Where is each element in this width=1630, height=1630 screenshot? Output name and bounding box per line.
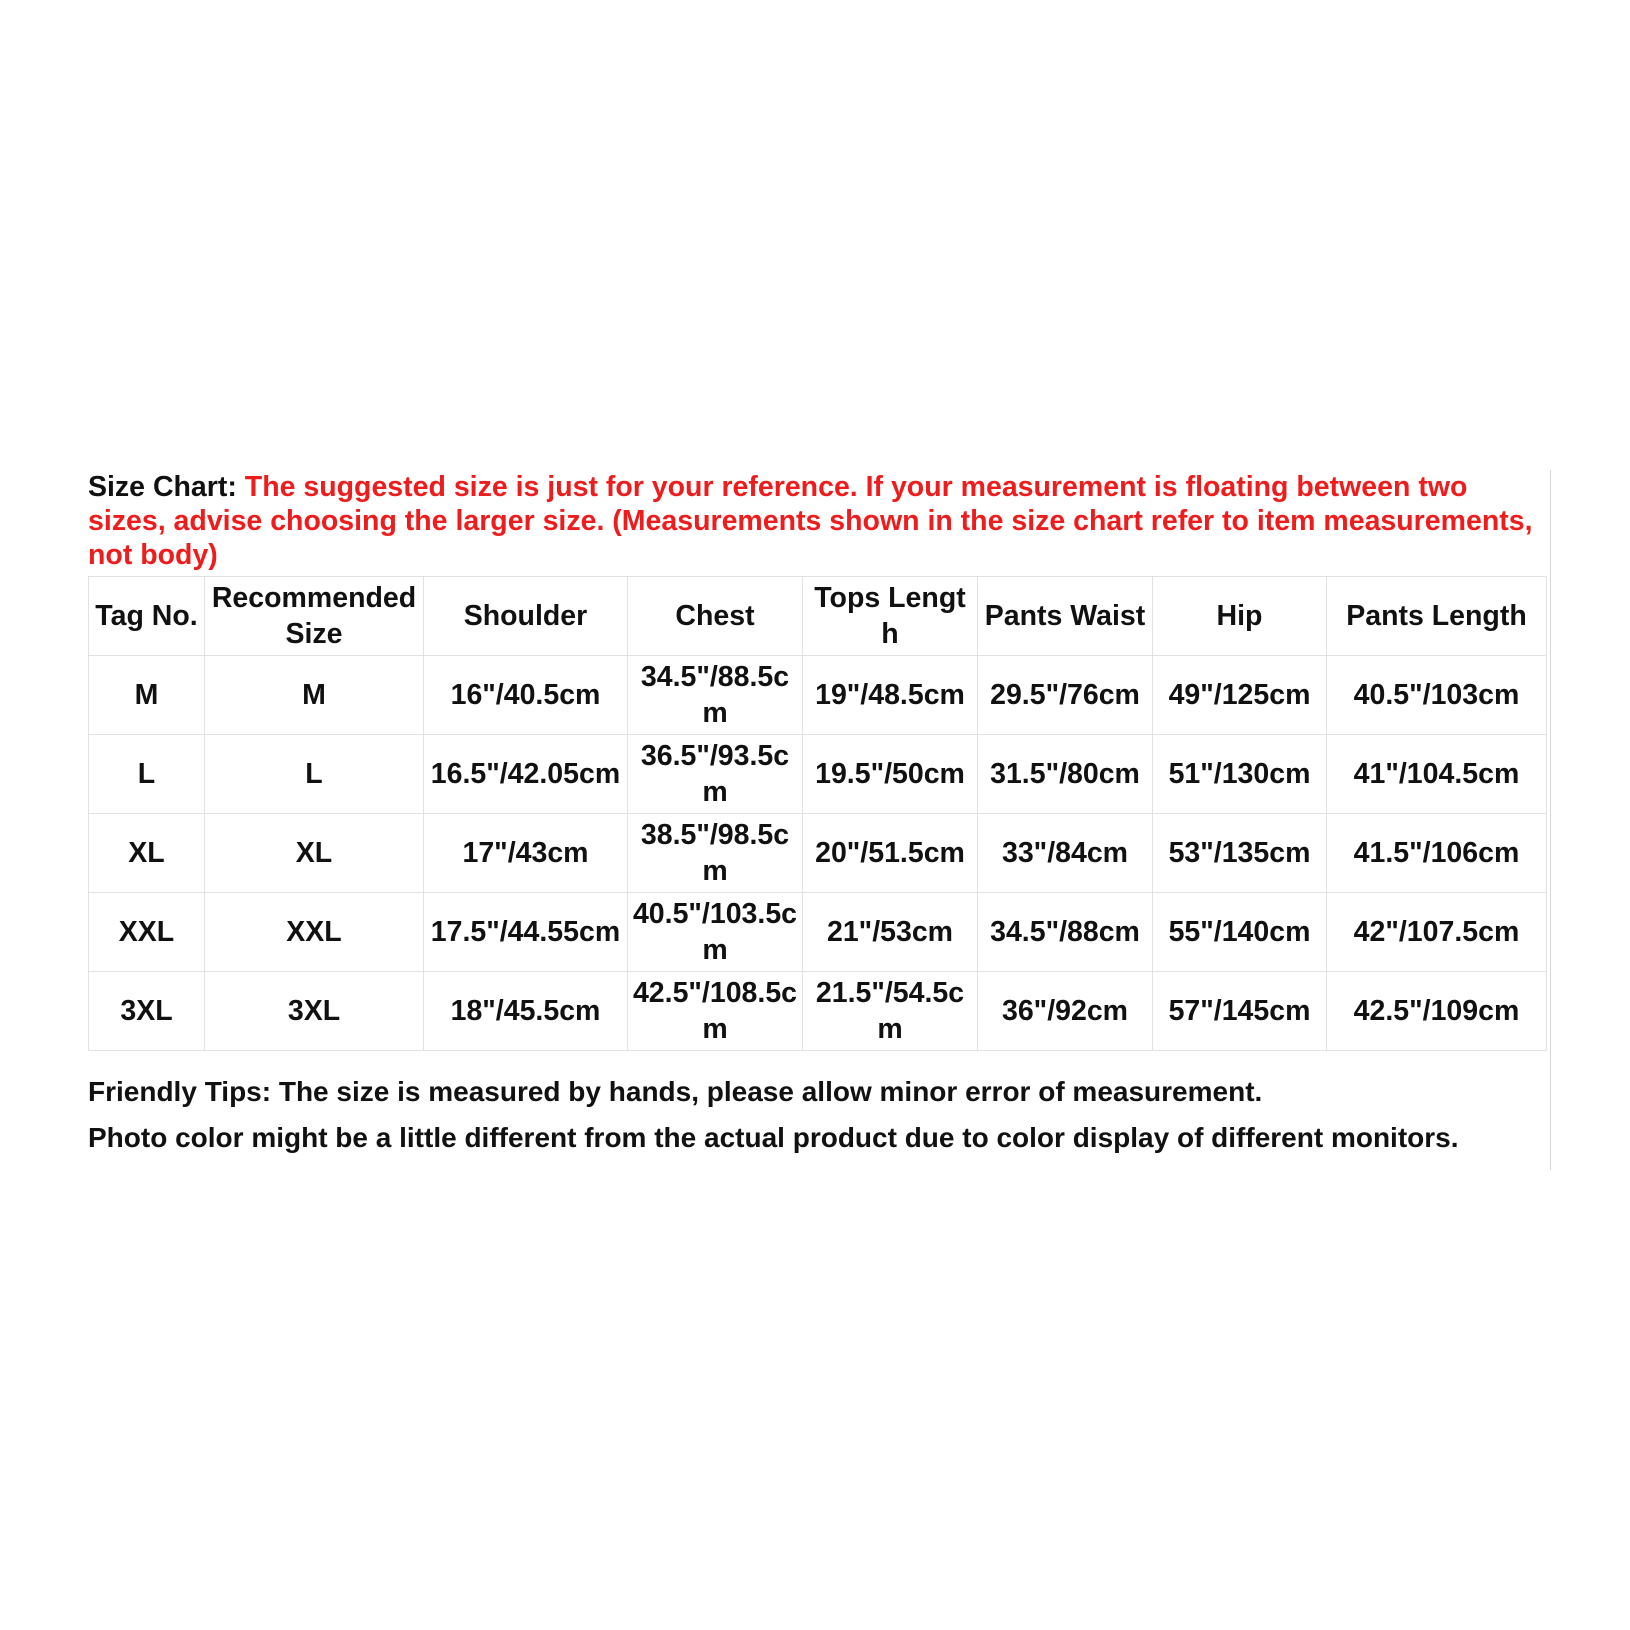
cell-chest: 40.5"/103.5cm: [628, 893, 803, 972]
cell-hip: 57"/145cm: [1153, 972, 1327, 1051]
cell-pants-waist: 34.5"/88cm: [978, 893, 1153, 972]
cell-pants-length: 41"/104.5cm: [1327, 735, 1547, 814]
cell-hip: 53"/135cm: [1153, 814, 1327, 893]
cell-pants-waist: 33"/84cm: [978, 814, 1153, 893]
table-row: [89, 814, 1547, 893]
table-header-row: [89, 577, 1547, 656]
cell-chest: 36.5"/93.5cm: [628, 735, 803, 814]
size-chart-document: [88, 470, 1548, 1161]
tips-line-measurement: Friendly Tips: The size is measured by hands, please allow minor error of measurement.: [88, 1076, 1263, 1107]
cell-pants-waist: 36"/92cm: [978, 972, 1153, 1051]
right-edge-divider: [1550, 470, 1551, 1170]
cell-hip: 49"/125cm: [1153, 656, 1327, 735]
tips-line-color: Photo color might be a little different from the actual product due to color display of different monitors.: [88, 1122, 1459, 1153]
header-chest: Chest: [628, 577, 803, 656]
cell-recommended-size: XXL: [205, 893, 424, 972]
cell-tops-length: 19.5"/50cm: [803, 735, 978, 814]
cell-tops-length: 21.5"/54.5cm: [803, 972, 978, 1051]
header-hip: Hip: [1153, 577, 1327, 656]
cell-shoulder: 17.5"/44.55cm: [424, 893, 628, 972]
cell-chest: 34.5"/88.5cm: [628, 656, 803, 735]
table-row: [89, 893, 1547, 972]
cell-tops-length: 20"/51.5cm: [803, 814, 978, 893]
cell-recommended-size: 3XL: [205, 972, 424, 1051]
cell-recommended-size: L: [205, 735, 424, 814]
cell-tag-no: 3XL: [89, 972, 205, 1051]
header-pants-waist: Pants Waist: [978, 577, 1153, 656]
cell-chest: 38.5"/98.5cm: [628, 814, 803, 893]
header-pants-length: Pants Length: [1327, 577, 1547, 656]
table-row: [89, 656, 1547, 735]
size-advice-note: The suggested size is just for your reference. If your measurement is floating between two sizes, advise choosing the larger size. (Measurements shown in the size chart refer to item measurements, not body): [88, 471, 1533, 571]
cell-tops-length: 21"/53cm: [803, 893, 978, 972]
cell-chest: 42.5"/108.5cm: [628, 972, 803, 1051]
table-row: [89, 972, 1547, 1051]
cell-tag-no: XXL: [89, 893, 205, 972]
cell-pants-length: 40.5"/103cm: [1327, 656, 1547, 735]
cell-tag-no: L: [89, 735, 205, 814]
cell-hip: 51"/130cm: [1153, 735, 1327, 814]
header-recommended-size: Recommended Size: [205, 577, 424, 656]
cell-recommended-size: XL: [205, 814, 424, 893]
cell-pants-waist: 29.5"/76cm: [978, 656, 1153, 735]
cell-pants-length: 42"/107.5cm: [1327, 893, 1547, 972]
cell-hip: 55"/140cm: [1153, 893, 1327, 972]
header-tops-length: Tops Length: [803, 577, 978, 656]
header-shoulder: Shoulder: [424, 577, 628, 656]
cell-shoulder: 18"/45.5cm: [424, 972, 628, 1051]
cell-shoulder: 16"/40.5cm: [424, 656, 628, 735]
friendly-tips: [88, 1069, 1548, 1161]
cell-tag-no: M: [89, 656, 205, 735]
header-tag-no: Tag No.: [89, 577, 205, 656]
cell-pants-length: 41.5"/106cm: [1327, 814, 1547, 893]
cell-pants-waist: 31.5"/80cm: [978, 735, 1153, 814]
size-chart-title: Size Chart:: [88, 471, 245, 503]
cell-tops-length: 19"/48.5cm: [803, 656, 978, 735]
size-table: [88, 576, 1547, 1051]
cell-pants-length: 42.5"/109cm: [1327, 972, 1547, 1051]
cell-shoulder: 16.5"/42.05cm: [424, 735, 628, 814]
table-row: [89, 735, 1547, 814]
cell-tag-no: XL: [89, 814, 205, 893]
size-chart-intro: [88, 470, 1546, 572]
cell-shoulder: 17"/43cm: [424, 814, 628, 893]
cell-recommended-size: M: [205, 656, 424, 735]
